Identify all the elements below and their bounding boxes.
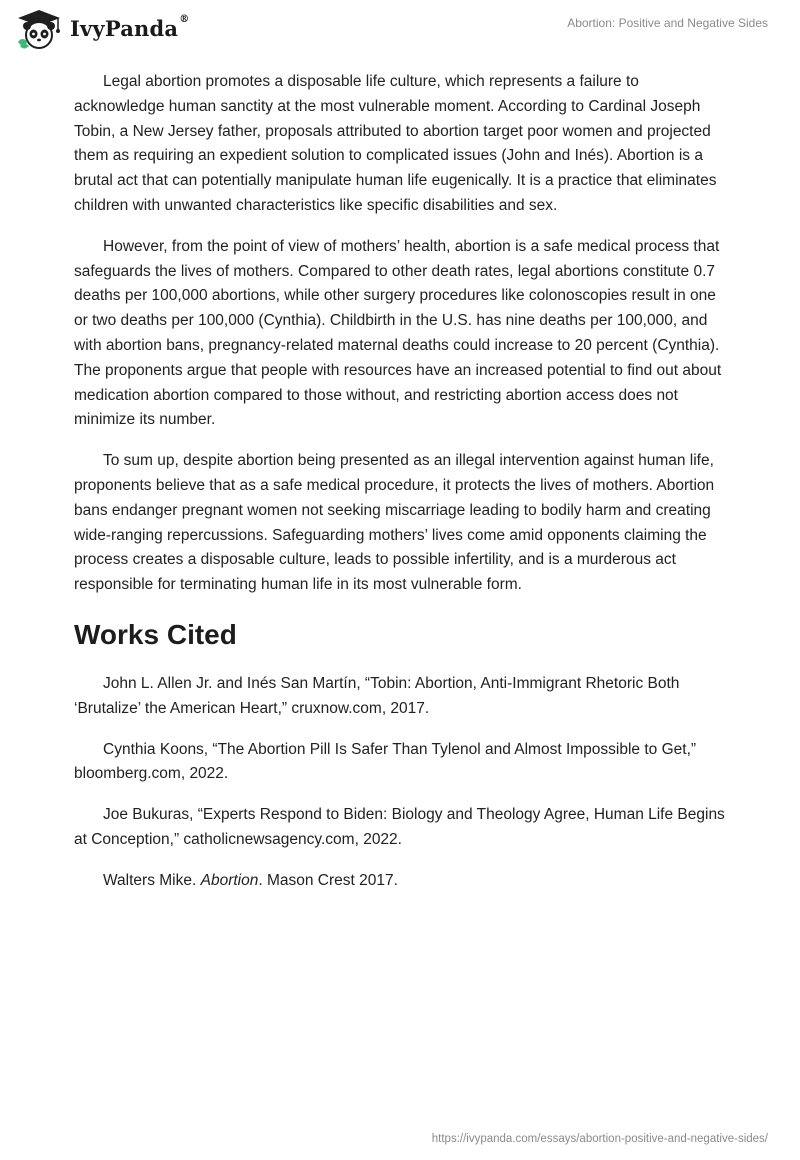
body-paragraph: Legal abortion promotes a disposable life culture, which represents a failure to acknowledge human sanctity at the most vulnerable moment. According to Cardinal Joseph Tobin, a New Jersey father, proposals attributed to abortion target poor women and projected them as requiring an expedient solution to complicated issues (John and Inés). Abortion is a brutal act that can potentially manipulate human life eugenically. It is a practice that eliminates children with unwanted characteristics like specific disabilities and sex.	[74, 73, 717, 214]
citation-publisher: . Mason Crest 2017.	[258, 871, 398, 889]
citation: Cynthia Koons, “The Abortion Pill Is Safer Than Tylenol and Almost Impossible to Get,” bloomberg.com, 2022.	[74, 740, 697, 783]
citation-author: Walters Mike.	[103, 871, 201, 889]
body-paragraph: However, from the point of view of mothers’ health, abortion is a safe medical process that safeguards the lives of mothers. Compared to other death rates, legal abortions constitute 0.7 deaths per 100,000 abortions, while other surgery procedures like colonoscopies result in one or two deaths per 100,000 (Cynthia). Childbirth in the U.S. has nine deaths per 100,000, and with abortion bans, pregnancy-related maternal deaths could increase to 20 percent (Cynthia). The proponents argue that people with resources have an increased potential to find out about medication abortion compared to those without, and restricting abortion access does not minimize its number.	[74, 237, 722, 429]
works-cited-heading: Works Cited	[74, 618, 237, 650]
essay-content	[74, 70, 729, 910]
citation: John L. Allen Jr. and Inés San Martín, “Tobin: Abortion, Anti-Immigrant Rhetoric Both ‘Brutalize’ the American Heart,” cruxnow.com, 2017.	[74, 674, 680, 717]
citation	[74, 869, 729, 894]
citation-title: Abortion	[200, 871, 259, 889]
ivypanda-logo[interactable]	[14, 8, 189, 50]
document-title: Abortion: Positive and Negative Sides	[567, 16, 768, 30]
panda-graduate-icon	[14, 8, 64, 50]
source-url[interactable]: https://ivypanda.com/essays/abortion-positive-and-negative-sides/	[431, 1133, 768, 1145]
body-paragraph: To sum up, despite abortion being presented as an illegal intervention against human life, proponents believe that as a safe medical procedure, it protects the lives of mothers. Abortion bans endanger pregnant women not seeking miscarriage leading to bodily harm and creating wide-ranging repercussions. Safeguarding mothers’ lives come amid opponents claiming the process creates a disposable culture, leads to possible infertility, and is a murderous act responsible for terminating human life in its most vulnerable form.	[74, 452, 715, 594]
page-header	[0, 0, 800, 60]
logo-wordmark: IvyPanda®	[70, 13, 190, 41]
citation: Joe Bukuras, “Experts Respond to Biden: Biology and Theology Agree, Human Life Begins at Conception,” catholicnewsagency.com, 2022.	[74, 806, 725, 848]
